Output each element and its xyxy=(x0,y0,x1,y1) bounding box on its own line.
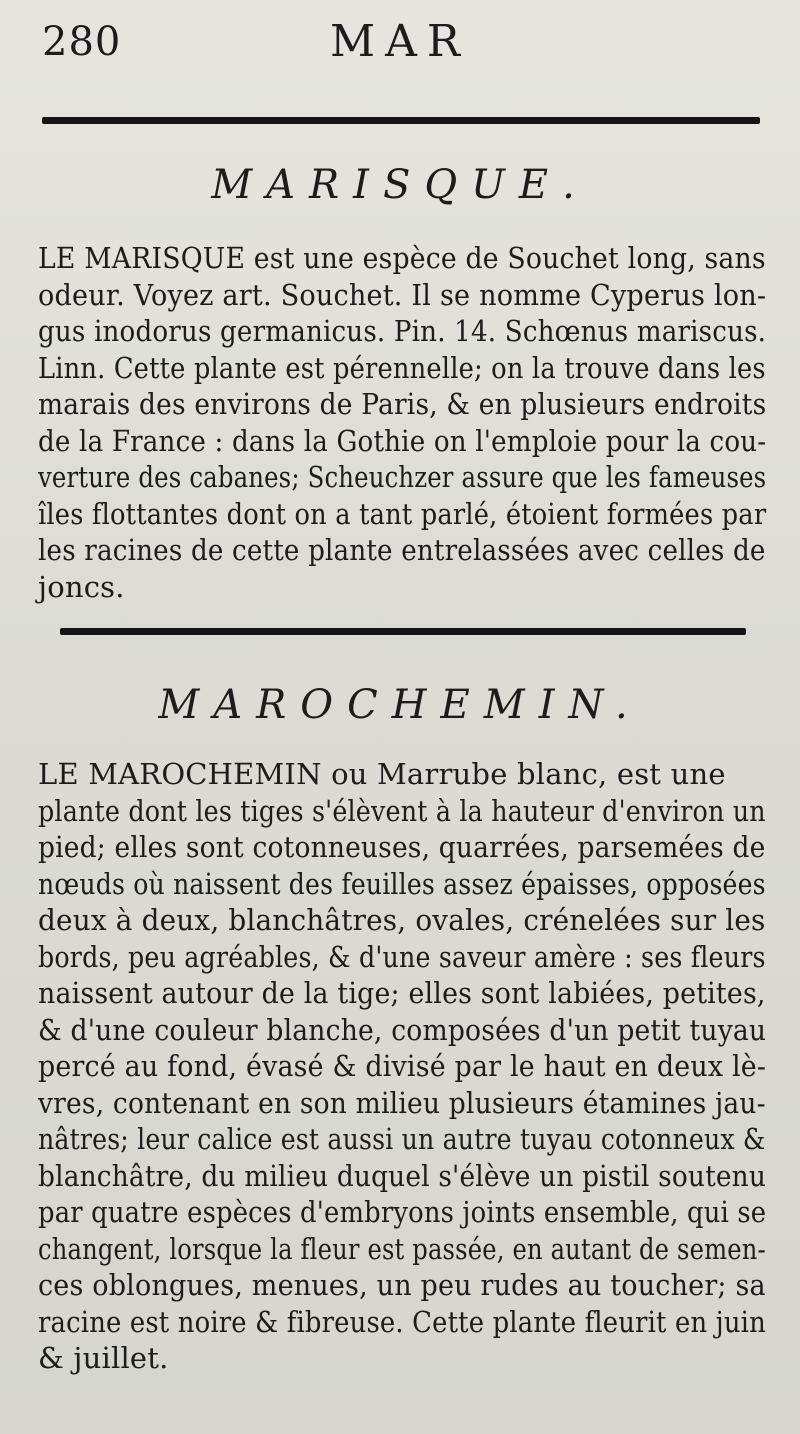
section-divider xyxy=(60,628,746,635)
entry-body xyxy=(38,756,766,1377)
text-line: joncs. xyxy=(38,569,125,604)
text-line: plante dont les tiges s'élèvent à la hauteur d'environ un xyxy=(38,793,766,828)
text-line: de la France : dans la Gothie on l'emploie pour la cou- xyxy=(38,423,767,458)
text-line: verture des cabanes; Scheuchzer assure que les fameuses xyxy=(38,460,767,494)
text-line: LE MAROCHEMIN ou Marrube blanc, est une xyxy=(38,757,726,791)
text-line: & d'une couleur blanche, composées d'un petit tuyau xyxy=(38,1012,767,1047)
text-line: odeur. Voyez art. Souchet. Il se nomme Cyperus lon- xyxy=(38,277,767,312)
text-line: deux à deux, blanchâtres, ovales, crénelées sur les xyxy=(38,903,766,937)
text-line: ces oblongues, menues, un peu rudes au toucher; sa xyxy=(38,1268,766,1302)
text-line: naissent autour de la tige; elles sont labiées, petites, xyxy=(38,976,766,1010)
text-line: îles flottantes dont on a tant parlé, étoient formées par xyxy=(38,496,767,531)
entry-body xyxy=(38,240,766,605)
page-header xyxy=(0,12,800,72)
entry-title: MARISQUE. xyxy=(211,162,589,208)
text-line: nâtres; leur calice est aussi un autre tuyau cotonneux & xyxy=(38,1122,766,1156)
running-head: MAR xyxy=(330,16,470,67)
text-line: les racines de cette plante entrelassées avec celles de xyxy=(38,533,766,567)
text-line: changent, lorsque la fleur est passée, en autant de semen- xyxy=(38,1231,766,1266)
section-divider xyxy=(42,117,760,124)
text-line: racine est noire & fibreuse. Cette plante fleurit en juin xyxy=(38,1304,766,1339)
text-line: LE MARISQUE est une espèce de Souchet long, sans xyxy=(38,241,766,275)
text-line: percé au fond, évasé & divisé par le haut en deux lè- xyxy=(38,1049,767,1083)
text-line: bords, peu agréables, & d'une saveur amère : ses fleurs xyxy=(38,939,766,974)
text-line: gus inodorus germanicus. Pin. 14. Schœnus mariscus. xyxy=(38,314,767,348)
entry-title: MAROCHEMIN. xyxy=(158,682,642,728)
text-line: pied; elles sont cotonneuses, quarrées, parsemées de xyxy=(38,830,766,864)
text-line: par quatre espèces d'embryons joints ensemble, qui se xyxy=(38,1195,767,1229)
text-line: vres, contenant en son milieu plusieurs étamines jau- xyxy=(38,1085,766,1120)
text-line: blanchâtre, du milieu duquel s'élève un pistil soutenu xyxy=(38,1158,767,1193)
page-number: 280 xyxy=(42,19,122,65)
text-line: nœuds où naissent des feuilles assez épaisses, opposées xyxy=(38,866,766,901)
text-line: & juillet. xyxy=(38,1341,169,1375)
text-line: marais des environs de Paris, & en plusieurs endroits xyxy=(38,387,767,421)
text-line: Linn. Cette plante est pérennelle; on la trouve dans les xyxy=(38,350,766,385)
